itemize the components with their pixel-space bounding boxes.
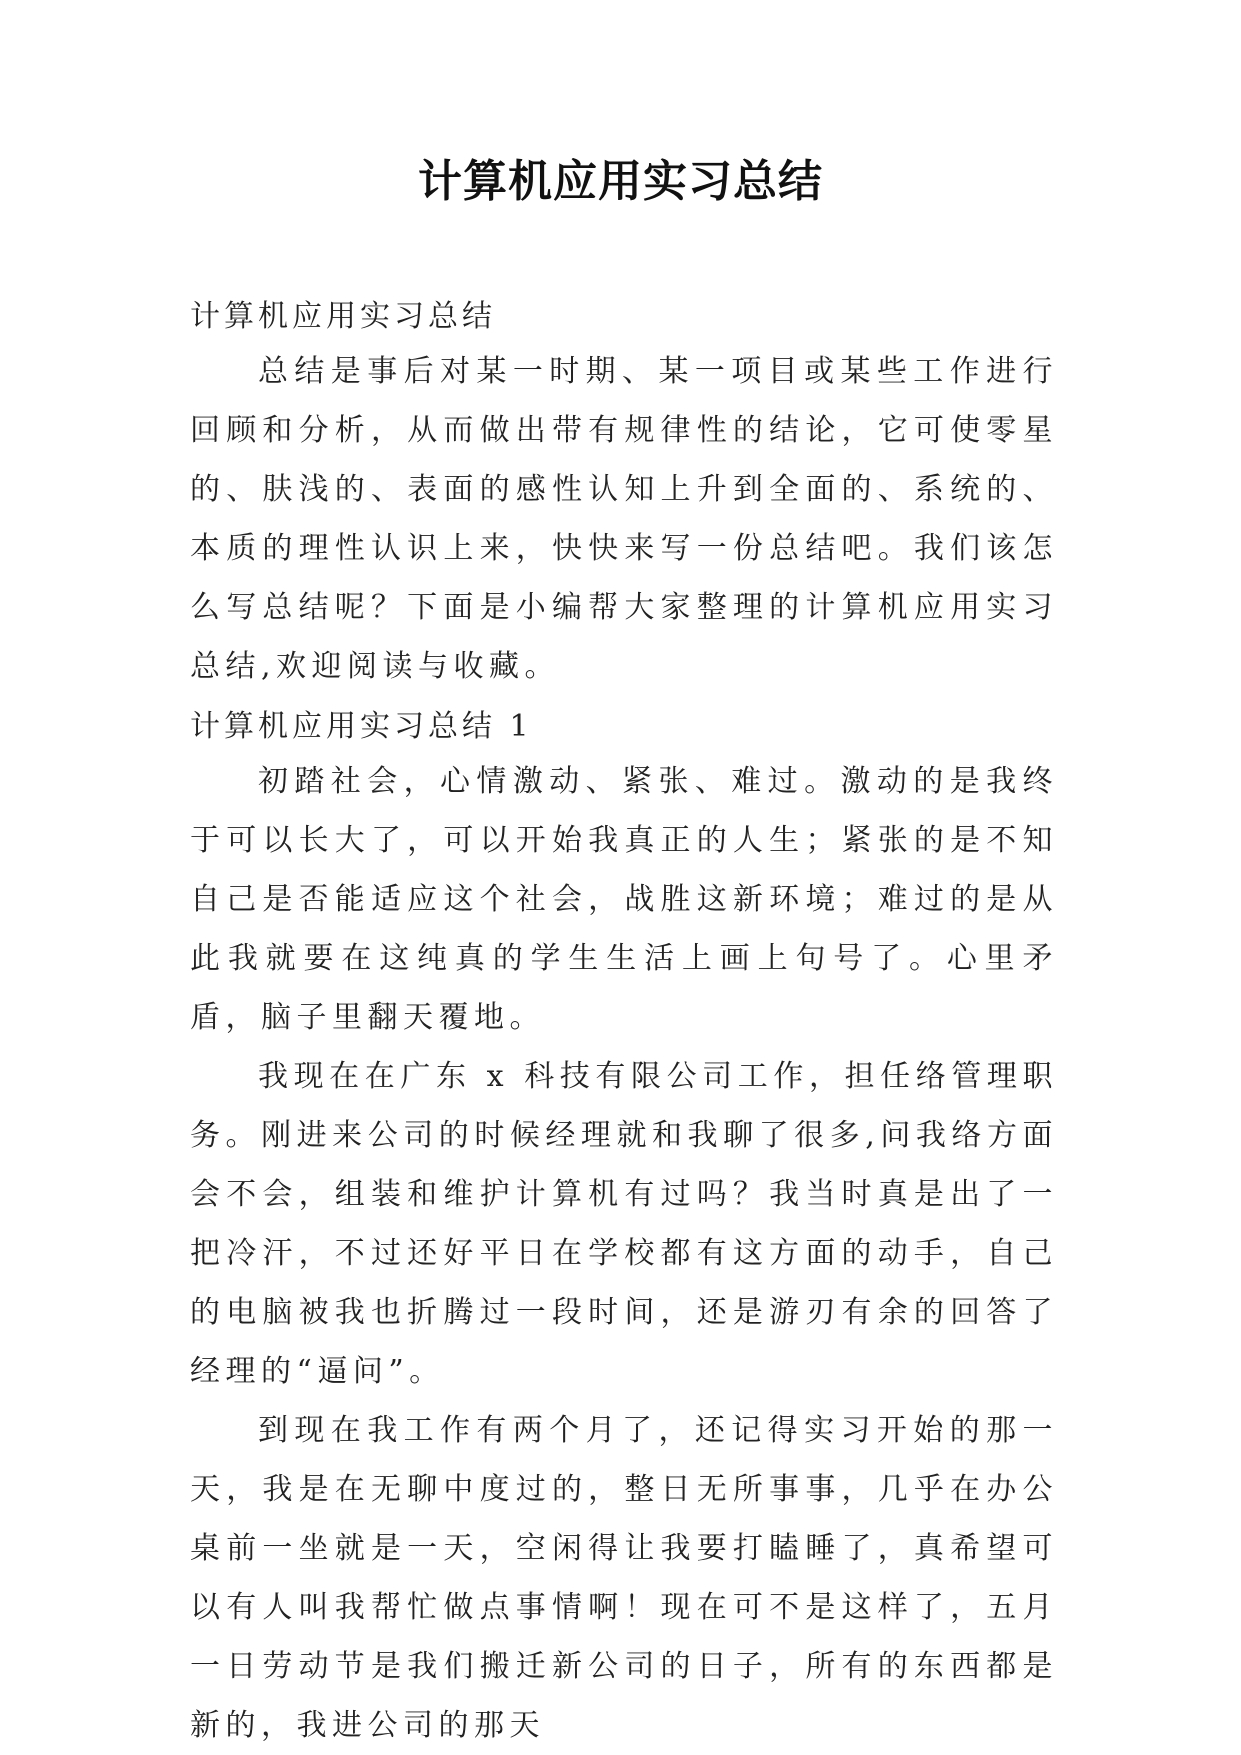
document-subtitle: 计算机应用实习总结 <box>190 299 496 334</box>
document-title: 计算机应用实习总结 <box>418 156 823 207</box>
body-paragraph: 初踏社会，心情激动、紧张、难过。激动的是我终于可以长大了，可以开始我真正的人生；紧张的是不知自己是否能适应这个社会，战胜这新环境；难过的是从此我就要在这纯真的学生生活上画上句号了。心里矛盾，脑子里翻天覆地。 <box>190 764 1058 1035</box>
body-paragraph: 我现在在广东 x 科技有限公司工作，担任络管理职务。刚进来公司的时候经理就和我聊了很多,问我络方面会不会，组装和维护计算机有过吗？我当时真是出了一把冷汗，不过还好平日在学校都有这方面的动手，自己的电脑被我也折腾过一段时间，还是游刃有余的回答了经理的“逼问”。 <box>190 1059 1058 1389</box>
body-section <box>190 752 1058 1755</box>
section-heading: 计算机应用实习总结 1 <box>190 709 533 744</box>
intro-section <box>190 342 1058 696</box>
intro-paragraph: 总结是事后对某一时期、某一项目或某些工作进行回顾和分析，从而做出带有规律性的结论，它可使零星的、肤浅的、表面的感性认知上升到全面的、系统的、本质的理性认识上来，快快来写一份总结吧。我们该怎么写总结呢？下面是小编帮大家整理的计算机应用实习总结,欢迎阅读与收藏。 <box>190 354 1058 684</box>
body-paragraph: 到现在我工作有两个月了，还记得实习开始的那一天，我是在无聊中度过的，整日无所事事，几乎在办公桌前一坐就是一天，空闲得让我要打瞌睡了，真希望可以有人叫我帮忙做点事情啊！现在可不是这样了，五月一日劳动节是我们搬迁新公司的日子，所有的东西都是新的，我进公司的那天 <box>190 1413 1058 1743</box>
